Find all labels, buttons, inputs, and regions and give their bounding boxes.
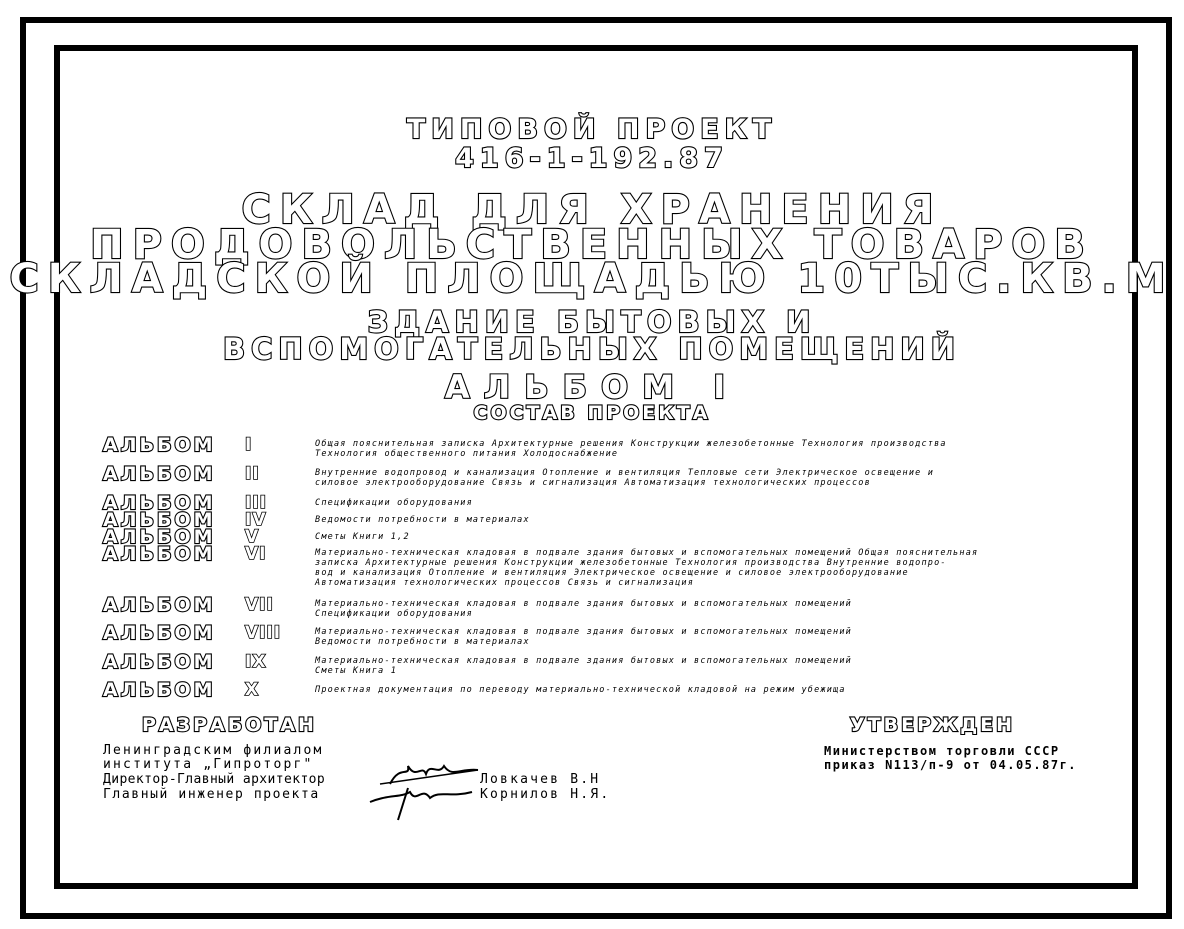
album-number: VII xyxy=(245,595,274,615)
album-label: АЛЬБОМ xyxy=(103,594,216,616)
developer-line-3: Директор-Главный архитектор xyxy=(103,772,326,787)
album-number: IX xyxy=(245,652,267,672)
composition-heading: СОСТАВ ПРОЕКТА xyxy=(473,402,711,424)
album-heading: АЛЬБОМ I xyxy=(444,368,740,406)
subtitle-line-2: ВСПОМОГАТЕЛЬНЫХ ПОМЕЩЕНИЙ xyxy=(223,332,961,366)
album-number: II xyxy=(245,464,260,484)
signatures-graphic xyxy=(360,758,480,822)
director-name: Ловкачев В.Н xyxy=(480,772,601,787)
album-number: III xyxy=(245,493,267,513)
album-description: Проектная документация по переводу материально-технической кладовой на режим убежища xyxy=(315,685,846,695)
album-number: VIII xyxy=(245,623,282,643)
developed-heading: РАЗРАБОТАН xyxy=(142,714,317,736)
album-label: АЛЬБОМ xyxy=(103,622,216,644)
album-number: X xyxy=(245,680,260,700)
title-line-3: СКЛАДСКОЙ ПЛОЩАДЬЮ 10ТЫС.КВ.М xyxy=(9,256,1175,302)
album-label: АЛЬБОМ xyxy=(103,543,216,565)
title-line-2: ПРОДОВОЛЬСТВЕННЫХ ТОВАРОВ xyxy=(90,222,1094,268)
album-number: IV xyxy=(245,510,267,530)
album-description: Материально-техническая кладовая в подвале здания бытовых и вспомогательных помещений Ведомости потребности в материалах xyxy=(315,627,852,647)
album-label: АЛЬБОМ xyxy=(103,463,216,485)
album-number: VI xyxy=(245,544,267,564)
signature-2-stroke-icon xyxy=(398,788,408,820)
album-description: Общая пояснительная записка Архитектурные решения Конструкции железобетонные Технология производства Технология общественного питания Холодоснабжение xyxy=(315,439,947,459)
album-number: V xyxy=(245,527,260,547)
signature-2-icon xyxy=(370,792,472,802)
album-description: Материально-техническая кладовая в подвале здания бытовых и вспомогательных помещений Общая пояснительная записка Архитектурные решения Конструкции железобетонные Технология производства Внутренние водопро- вод и канализация Отопление и вентиляция Электрическое освещение и силовое электрооборудование Автоматизация технологических процессов Связь и сигнализация xyxy=(315,548,979,588)
album-description: Ведомости потребности в материалах xyxy=(315,515,530,525)
album-description: Материально-техническая кладовая в подвале здания бытовых и вспомогательных помещений Спецификации оборудования xyxy=(315,599,852,619)
album-label: АЛЬБОМ xyxy=(103,651,216,673)
album-description: Внутренние водопровод и канализация Отопление и вентиляция Тепловые сети Электрическое освещение и силовое электрооборудование Связь и сигнализация Автоматизация технологических процессов xyxy=(315,468,935,488)
developer-line-1: Ленинградским филиалом xyxy=(103,743,324,758)
album-label: АЛЬБОМ xyxy=(103,526,216,548)
approved-line-1: Министерством торговли СССР xyxy=(824,744,1060,758)
developer-line-4: Главный инженер проекта xyxy=(103,787,320,802)
approved-heading: УТВЕРЖДЕН xyxy=(850,714,1016,736)
project-type-heading: ТИПОВОЙ ПРОЕКТ xyxy=(406,114,778,145)
album-description: Спецификации оборудования xyxy=(315,498,473,508)
developer-line-2: института „Гипроторг" xyxy=(103,757,314,772)
project-number: 416-1-192.87 xyxy=(455,143,729,174)
album-label: АЛЬБОМ xyxy=(103,434,216,456)
album-number: I xyxy=(245,435,253,455)
album-label: АЛЬБОМ xyxy=(103,679,216,701)
approved-line-2: приказ N113/п-9 от 04.05.87г. xyxy=(824,758,1078,772)
album-label: АЛЬБОМ xyxy=(103,509,216,531)
title-line-1: СКЛАД ДЛЯ ХРАНЕНИЯ xyxy=(241,187,943,233)
subtitle-line-1: ЗДАНИЕ БЫТОВЫХ И xyxy=(367,305,817,339)
album-description: Сметы Книги 1,2 xyxy=(315,532,410,542)
album-description: Материально-техническая кладовая в подвале здания бытовых и вспомогательных помещений Сметы Книга 1 xyxy=(315,656,852,676)
album-label: АЛЬБОМ xyxy=(103,492,216,514)
chief-engineer-name: Корнилов Н.Я. xyxy=(480,787,611,802)
